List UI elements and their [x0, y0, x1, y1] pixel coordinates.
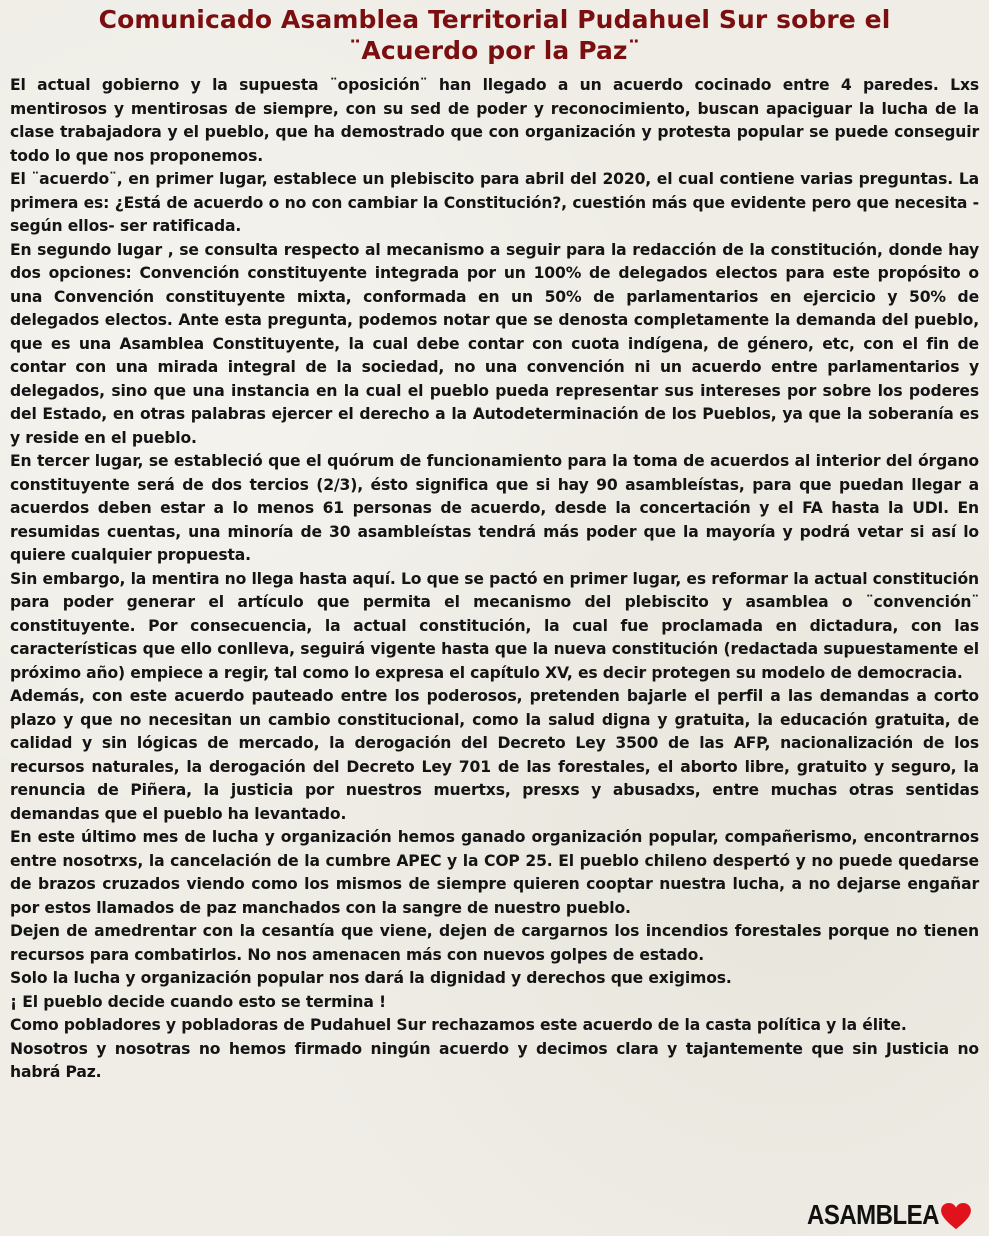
heart-shape: [941, 1203, 971, 1229]
paragraph-rejection: Como pobladores y pobladoras de Pudahuel Sur rechazamos este acuerdo de la casta política y la élite.: [10, 1016, 907, 1034]
title-line-1: Comunicado Asamblea Territorial Pudahuel Sur sobre el: [98, 5, 891, 34]
paragraph-slogan: ¡ El pueblo decide cuando esto se termina !: [10, 992, 386, 1011]
paragraph-struggle: En este último mes de lucha y organización hemos ganado organización popular, compañerismo, encontrarnos entre nosotrxs, la cancelación de la cumbre APEC y la COP 25. El pueblo chileno despertó y no puede quedarse de brazos cruzados viendo como los mismos de siempre quieren cooptar nuestra lucha, a no dejarse engañar por estos llamados de paz manchados con la sangre de nuestro pueblo.: [10, 828, 979, 917]
paragraph-threats: Dejen de amedrentar con la cesantía que viene, dejen de cargarnos los incendios forestales porque no tienen recursos para combatirlos. No nos amenacen más con nuevos golpes de estado.: [10, 922, 979, 964]
heart-icon: [941, 1203, 971, 1230]
title-line-2: ¨Acuerdo por la Paz¨: [348, 36, 641, 65]
paragraph-closing: Nosotros y nosotras no hemos firmado ningún acuerdo y decimos clara y tajantemente que sin Justicia no habrá Paz.: [10, 1039, 979, 1081]
paragraph-intro: El actual gobierno y la supuesta ¨oposición¨ han llegado a un acuerdo cocinado entre 4 paredes. Lxs mentirosos y mentirosas de siempre, con su sed de poder y reconocimiento, buscan apaciguar la lucha de la clase trabajadora y el pueblo, que ha demostrado que con organización y protesta popular se puede conseguir todo lo que nos proponemos.: [10, 76, 979, 165]
communique-body: [10, 74, 979, 1085]
asamblea-logo: [807, 1199, 971, 1231]
logo-text: ASAMBLEA: [807, 1199, 939, 1231]
paragraph-quorum: En tercer lugar, se estableció que el quórum de funcionamiento para la toma de acuerdos al interior del órgano constituyente será de dos tercios (2/3), ésto significa que si hay 90 asambleístas, para que puedan llegar a acuerdos deben estar a lo menos 61 personas de acuerdo, desde la concertación y el FA hasta la UDI. En resumidas cuentas, una minoría de 30 asambleístas tendrá más poder que la mayoría y podrá vetar si así lo quiere cualquier propuesta.: [10, 452, 979, 564]
paragraph-demands: Además, con este acuerdo pauteado entre los poderosos, pretenden bajarle el perfil a las demandas a corto plazo y que no necesitan un cambio constitucional, como la salud digna y gratuita, la educación gratuita, de calidad y sin lógicas de mercado, la derogación del Decreto Ley 3500 de las AFP, nacionalización de los recursos naturales, la derogación del Decreto Ley 701 de las forestales, el aborto libre, gratuito y seguro, la renuncia de Piñera, la justicia por nuestros muertxs, presxs y abusadxs, entre muchas otras sentidas demandas que el pueblo ha levantado.: [10, 687, 979, 823]
paragraph-plebiscite: El ¨acuerdo¨, en primer lugar, establece un plebiscito para abril del 2020, el cual contiene varias preguntas. La primera es: ¿Está de acuerdo o no con cambiar la Constitución?, cuestión más que evidente pero que necesita -según ellos- ser ratificada.: [10, 170, 979, 235]
page-title: [10, 4, 979, 66]
paragraph-constitution-reform: Sin embargo, la mentira no llega hasta aquí. Lo que se pactó en primer lugar, es reformar la actual constitución para poder generar el artículo que permita el mecanismo del plebiscito y asamblea o ¨convención¨ constituyente. Por consecuencia, la actual constitución, la cual fue proclamada en dictadura, con las características que ello conlleva, seguirá vigente hasta que la nueva constitución (redactada supuestamente el próximo año) empiece a regir, tal como lo expresa el capítulo XV, es decir protegen su modelo de democracia.: [10, 569, 979, 682]
paragraph-mechanism: En segundo lugar , se consulta respecto al mecanismo a seguir para la redacción de la constitución, donde hay dos opciones: Convención constituyente integrada por un 100% de delegados electos para este propósito o una Convención constituyente mixta, conformada en un 50% de parlamentarios en ejercicio y 50% de delegados electos. Ante esta pregunta, podemos notar que se denosta completamente la demanda del pueblo, que es una Asamblea Constituyente, la cual debe contar con cuota indígena, de género, etc, con el fin de contar con una mirada integral de la sociedad, no una convención ni un acuerdo entre parlamentarios y delegados, sino que una instancia en la cual el pueblo pueda representar sus intereses por sobre los poderes del Estado, en otras palabras ejercer el derecho a la Autodeterminación de los Pueblos, ya que la soberanía es y reside en el pueblo.: [10, 240, 979, 447]
paragraph-dignity: Solo la lucha y organización popular nos dará la dignidad y derechos que exigimos.: [10, 969, 732, 987]
